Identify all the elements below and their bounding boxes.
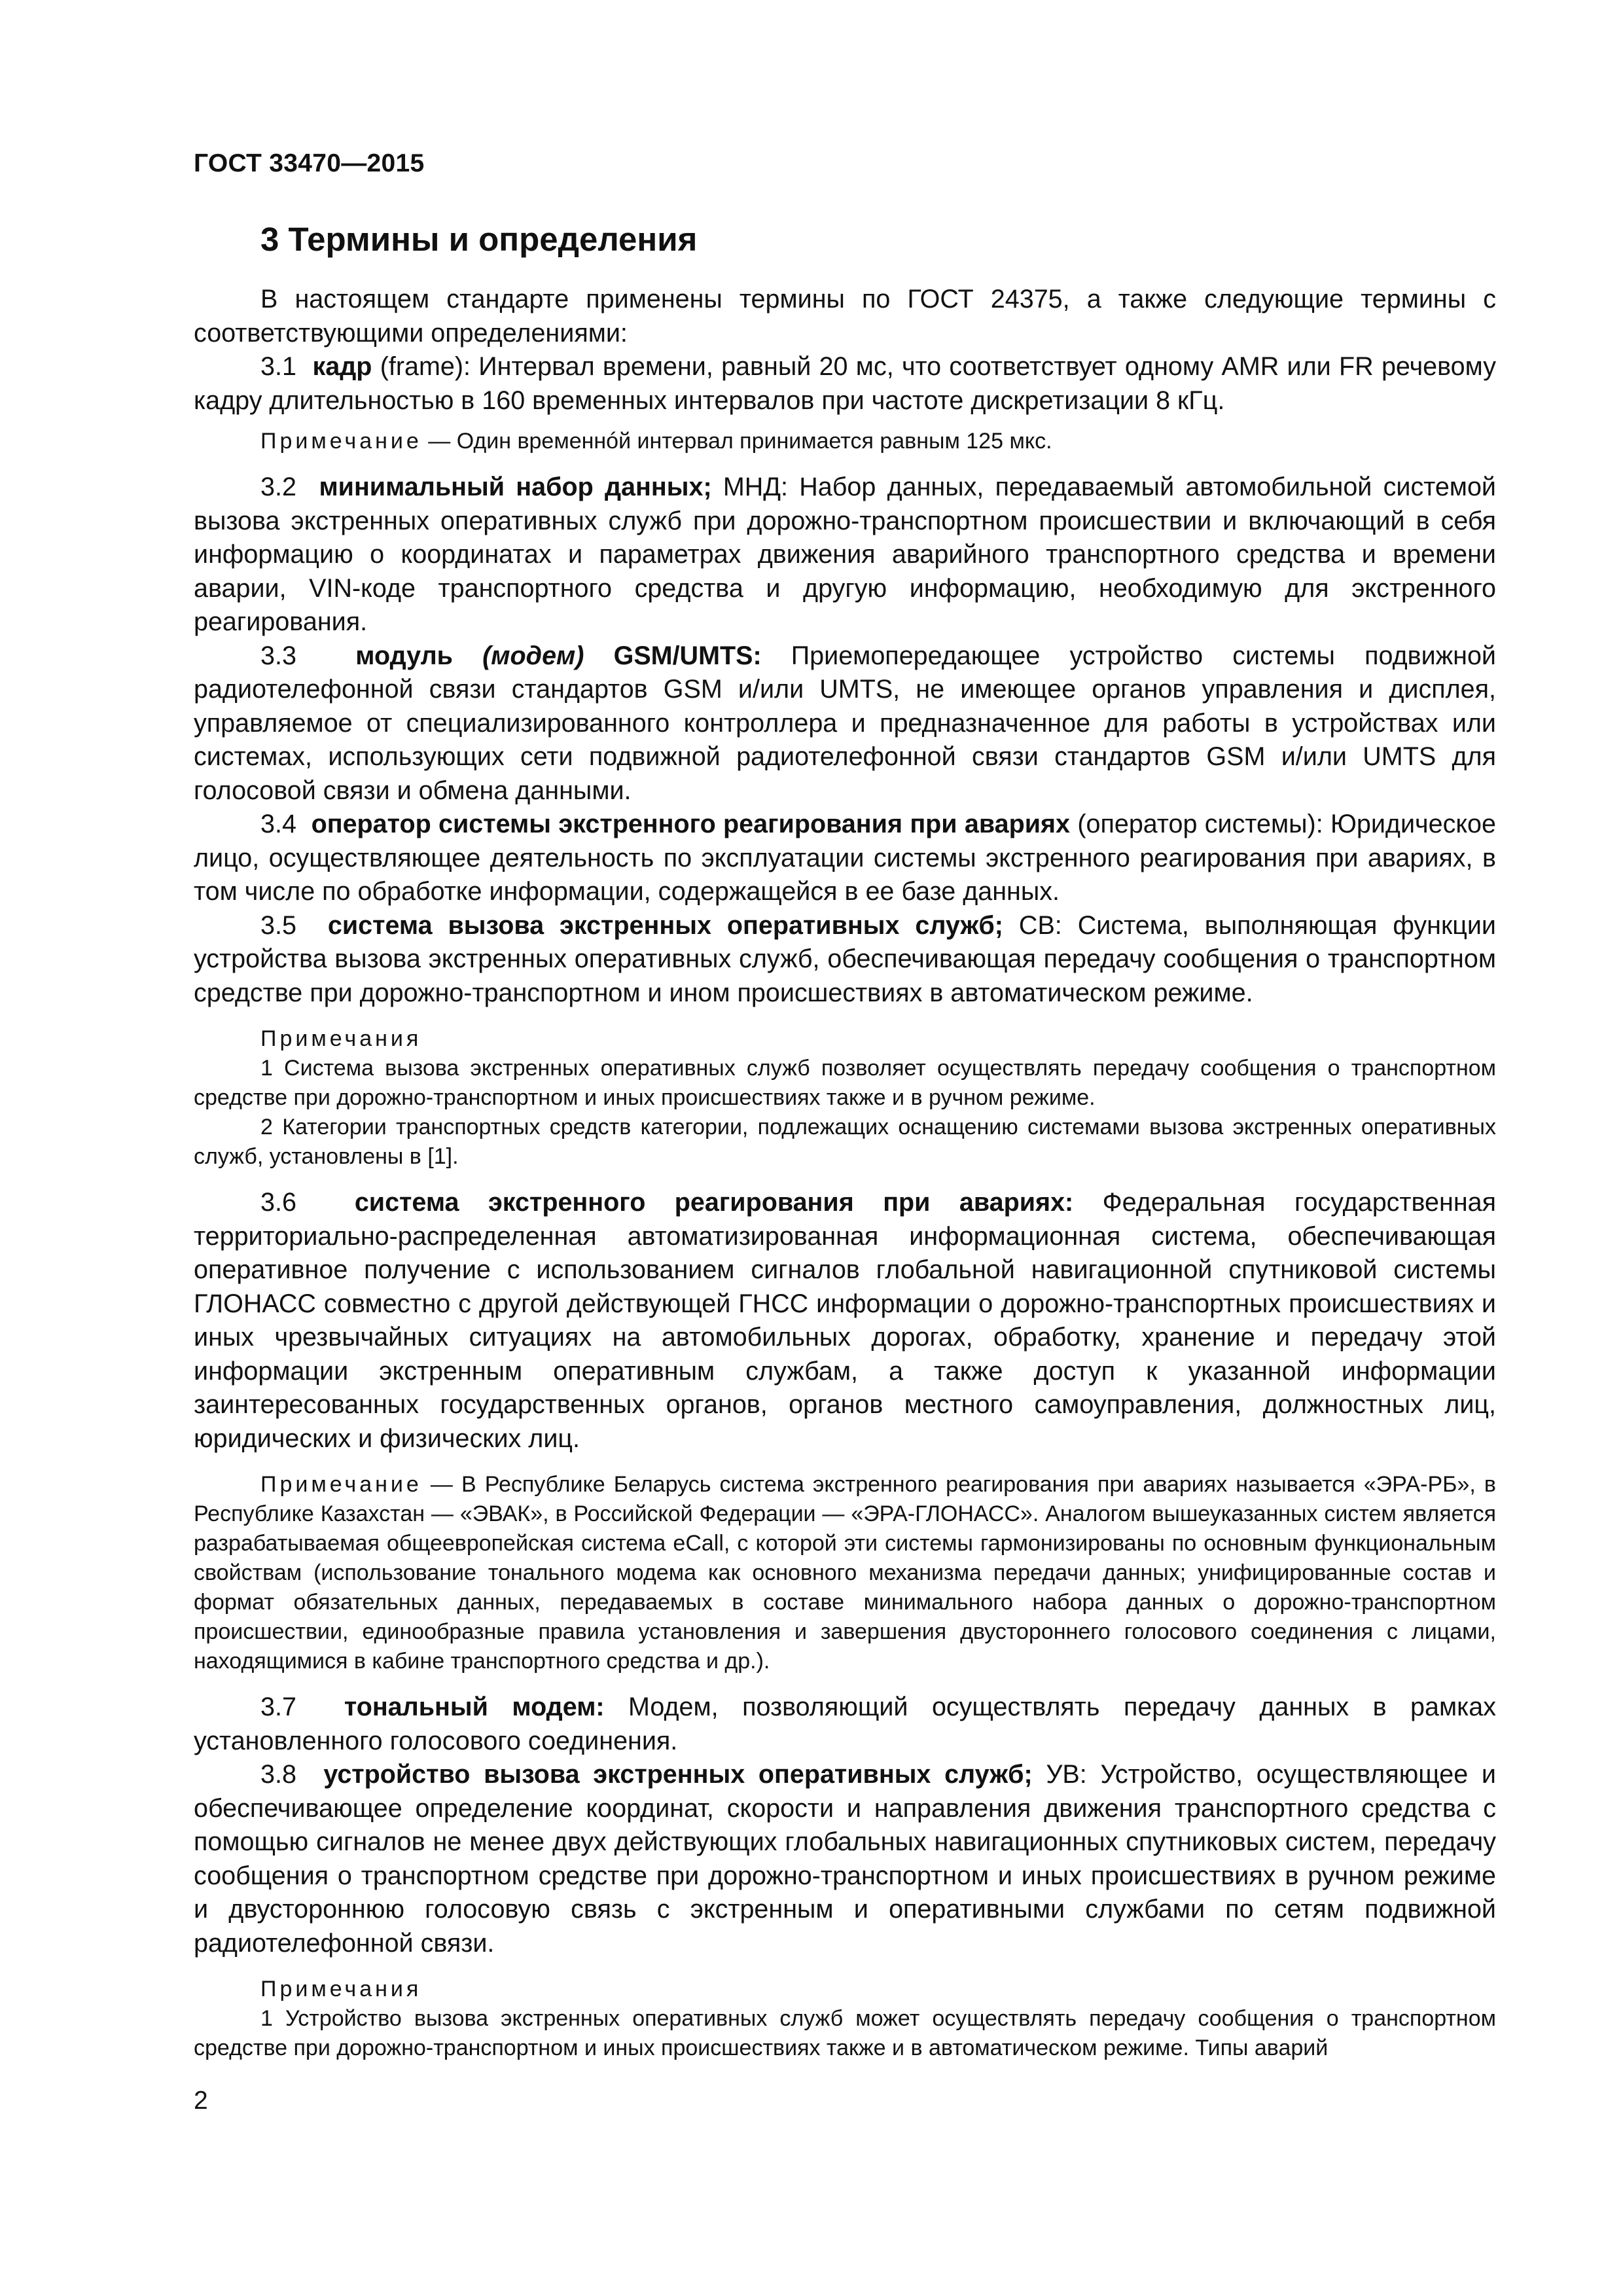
term-3-4 xyxy=(194,808,1496,909)
note-3-1 xyxy=(194,427,1496,456)
term-definition: Модем, позволяющий осуществлять передачу данных в рамках установленного голосового соединения. xyxy=(194,1693,1496,1755)
note-text: — Один временнóй интервал принимается равным 125 мкс. xyxy=(421,429,1052,454)
page-number: 2 xyxy=(194,2087,208,2115)
term-number: 3.4 xyxy=(260,810,296,838)
term-3-7 xyxy=(194,1691,1496,1758)
note-3-8-1: 1 Устройство вызова экстренных оперативных служб может осуществлять передачу сообщения о транспортном средстве при дорожно-транспортном и иных происшествиях также и в автоматическом режиме. Типы аварий xyxy=(194,2006,1496,2060)
term-name-italic: (модем) xyxy=(482,641,584,670)
term-3-5 xyxy=(194,909,1496,1011)
note-3-5-2: 2 Категории транспортных средств категории, подлежащих оснащению системами вызова экстренных оперативных служб, установлены в [1]. xyxy=(194,1115,1496,1169)
term-3-2 xyxy=(194,471,1496,639)
term-name: тональный модем: xyxy=(344,1693,605,1721)
term-definition: УВ: Устройство, осуществляющее и обеспечивающее определение координат, скорости и направления движения транспортного средства с помощью сигналов не менее двух действующих глобальных навигационных спутниковых систем, передачу сообщения о транспортном средстве при дорожно-транспортном и иных происшествиях в ручном режиме и двустороннюю голосовую связь с экстренным и оперативными службами по сетям подвижной радиотелефонной связи. xyxy=(194,1760,1496,1958)
term-definition: (оператор системы): Юридическое лицо, осуществляющее деятельность по эксплуатации системы экстренного реагирования при авариях, в том числе по обработке информации, содержащейся в ее базе данных. xyxy=(194,810,1496,906)
term-name: оператор системы экстренного реагирования при авариях xyxy=(311,810,1071,838)
term-name: устройство вызова экстренных оперативных служб; xyxy=(323,1760,1033,1789)
term-number: 3.5 xyxy=(260,910,296,940)
term-number: 3.6 xyxy=(260,1188,296,1217)
document-header: ГОСТ 33470—2015 xyxy=(194,149,425,177)
term-number: 3.8 xyxy=(260,1760,296,1789)
term-3-3 xyxy=(194,639,1496,808)
note-3-6 xyxy=(194,1470,1496,1676)
term-name-suffix: GSM/UMTS: xyxy=(584,641,762,670)
term-name: модуль xyxy=(355,641,483,670)
notes-heading-3-8: Примечания xyxy=(260,1977,422,2001)
note-text: — В Республике Беларусь система экстренного реагирования при авариях называется «ЭРА-РБ», в Республике Казахстан — «ЭВАК», в Российской Федерации — «ЭРА-ГЛОНАСС». Аналогом вышеуказанных систем является разрабатываемая общеевропейская система eCall, с которой эти системы гармонизированы по основным функциональным свойствам (использование тонального модема как основного механизма передачи данных; унифицированные состав и формат обязательных данных, передаваемых в составе минимального набора данных о дорожно-транспортном происшествии, единообразные правила установления и завершения двустороннего голосового соединения с лицами, находящимися в кабине транспортного средства и др.). xyxy=(194,1472,1496,1674)
note-label: Примечание xyxy=(260,1472,422,1497)
term-number: 3.3 xyxy=(260,641,296,670)
term-name: минимальный набор данных; xyxy=(319,473,712,501)
term-number: 3.7 xyxy=(260,1693,296,1721)
term-3-6 xyxy=(194,1186,1496,1456)
term-name: система вызова экстренных оперативных служб; xyxy=(327,910,1003,940)
term-name: система экстренного реагирования при авариях: xyxy=(354,1188,1074,1217)
term-3-8 xyxy=(194,1758,1496,1960)
notes-heading-3-5: Примечания xyxy=(260,1026,422,1051)
term-name: кадр xyxy=(312,352,372,381)
document-body xyxy=(194,283,1496,2063)
intro-paragraph: В настоящем стандарте применены термины по ГОСТ 24375, а также следующие термины с соответствующими определениями: xyxy=(194,285,1496,348)
term-definition: Приемопередающее устройство системы подвижной радиотелефонной связи стандартов GSM и/или UMTS, не имеющее органов управления и дисплея, управляемое от специализированного контроллера и предназначенное для работы в устройствах или системах, использующих сети подвижной радиотелефонной связи стандартов GSM и/или UMTS для голосовой связи и обмена данными. xyxy=(194,641,1496,805)
term-number: 3.2 xyxy=(260,473,296,501)
term-number: 3.1 xyxy=(260,352,296,381)
term-definition: СВ: Система, выполняющая функции устройства вызова экстренных оперативных служб, обеспечивающая передачу сообщения о транспортном средстве при дорожно-транспортном и ином происшествиях в автоматическом режиме. xyxy=(194,910,1496,1007)
term-definition: МНД: Набор данных, передаваемый автомобильной системой вызова экстренных оперативных служб при дорожно-транспортном происшествии и включающий в себя информацию о координатах и параметрах движения аварийного транспортного средства и времени аварии, VIN-коде транспортного средства и другую информацию, необходимую для экстренного реагирования. xyxy=(194,473,1496,636)
section-title: 3 Термины и определения xyxy=(260,221,698,258)
term-3-1 xyxy=(194,350,1496,418)
term-definition: Федеральная государственная территориально-распределенная автоматизированная информационная система, обеспечивающая оперативное получение с использованием сигналов глобальной навигационной спутниковой системы ГЛОНАСС совместно с другой действующей ГНСС информации о дорожно-транспортных происшествиях и иных чрезвычайных ситуациях на автомобильных дорогах, обработку, хранение и передачу этой информации экстренным оперативным службам, а также доступ к указанной информации заинтересованных государственных органов, органов местного самоуправления, должностных лиц, юридических и физических лиц. xyxy=(194,1188,1496,1453)
term-definition: (frame): Интервал времени, равный 20 мс, что соответствует одному AMR или FR речевому кадру длительностью в 160 временных интервалов при частоте дискретизации 8 кГц. xyxy=(194,352,1496,415)
note-3-5-1: 1 Система вызова экстренных оперативных служб позволяет осуществлять передачу сообщения о транспортном средстве при дорожно-транспортном и иных происшествиях также и в ручном режиме. xyxy=(194,1056,1496,1110)
note-label: Примечание xyxy=(260,429,422,454)
